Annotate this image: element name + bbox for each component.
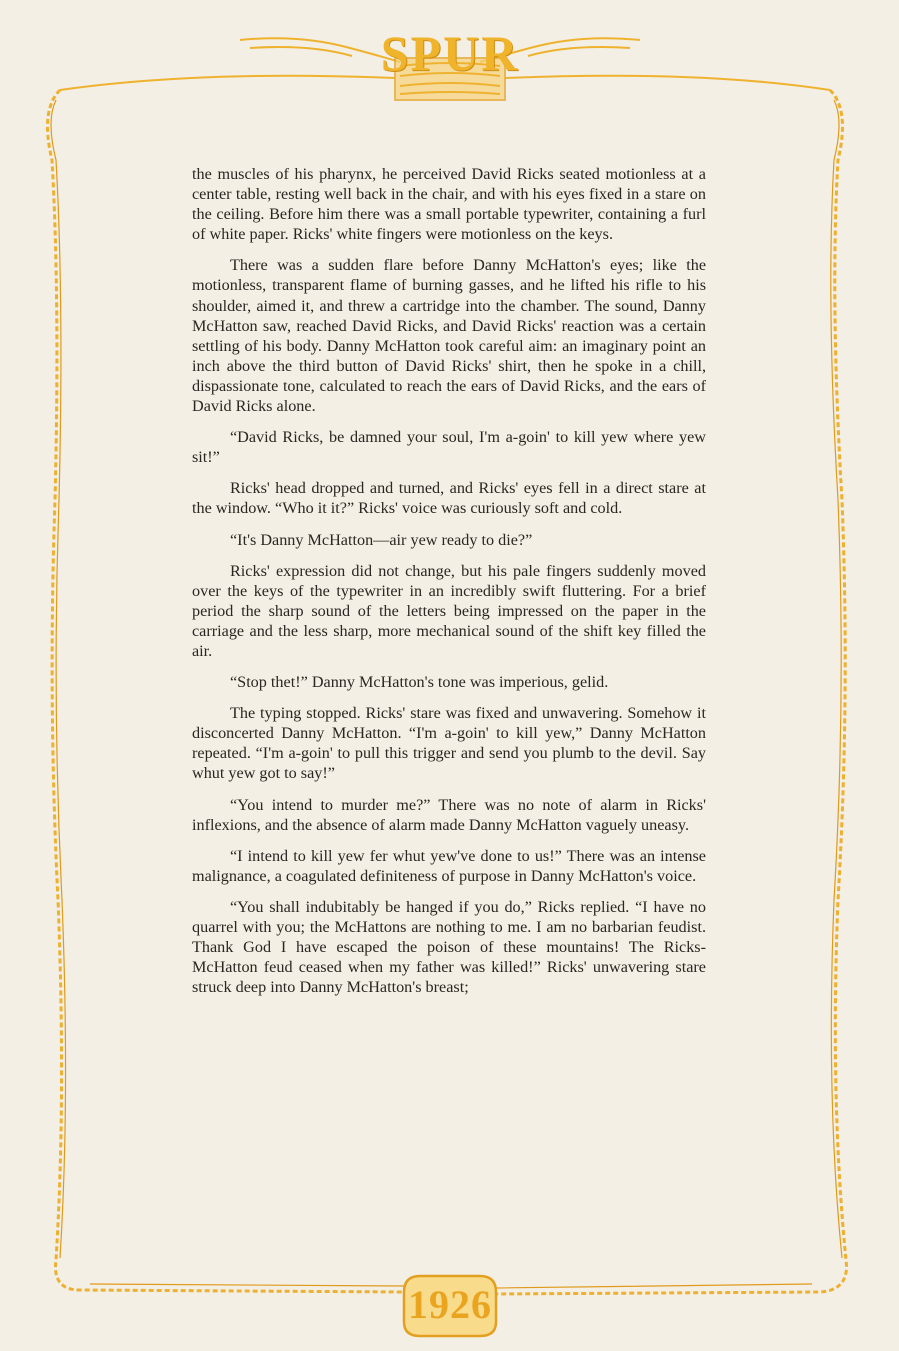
paragraph: “David Ricks, be damned your soul, I'm a-goin' to kill yew where yew sit!” — [192, 428, 706, 467]
paragraph: “You shall indubitably be hanged if you do,” Ricks replied. “I have no quarrel with you; the McHattons are nothing to me. I am no barbarian feudist. Thank God I have escaped the poison of these mountains! The Ricks-McHatton feud ceased when my father was killed!” Ricks' unwavering stare struck deep into Danny McHatton's breast; — [192, 897, 706, 997]
page-title: SPUR — [380, 25, 520, 81]
year-label: 1926 — [408, 1282, 492, 1327]
paragraph: The typing stopped. Ricks' stare was fixed and unwavering. Somehow it disconcerted Danny McHatton. “I'm a-goin' to kill yew,” Danny McHatton repeated. “I'm a-goin' to pull this trigger and send you plumb to the devil. Say whut yew got to say!” — [192, 704, 706, 783]
paragraph: “It's Danny McHatton—air yew ready to die?” — [230, 530, 533, 549]
paragraph: “Stop thet!” Danny McHatton's tone was imperious, gelid. — [230, 673, 609, 692]
paragraph: There was a sudden flare before Danny McHatton's eyes; like the motionless, transparent flame of burning gasses, and he lifted his rifle to his shoulder, aimed it, and threw a cartridge into the chamber. The sound, Danny McHatton saw, reached David Ricks, and David Ricks' reaction was a certain settling of his body. Danny McHatton took careful aim: an imaginary point an inch above the third button of David Ricks' shirt, then he spoke in a chill, dispassionate tone, calculated to reach the ears of David Ricks, and the ears of David Ricks alone. — [192, 256, 706, 416]
paragraph: “You intend to murder me?” There was no note of alarm in Ricks' inflexions, and the absence of alarm made Danny McHatton vaguely uneasy. — [192, 795, 706, 834]
paragraph: the muscles of his pharynx, he perceived David Ricks seated motionless at a center table, resting well back in the chair, and with his eyes fixed in a stare on the ceiling. Before him there was a small portable typewriter, containing a furl of white paper. Ricks' white fingers were motionless on the keys. — [192, 165, 706, 244]
article-body — [192, 164, 706, 1008]
paragraph: Ricks' head dropped and turned, and Ricks' eyes fell in a direct stare at the window. “Who it it?” Ricks' voice was curiously soft and cold. — [192, 479, 706, 518]
paragraph: “I intend to kill yew fer whut yew've done to us!” There was an intense malignance, a coagulated definiteness of purpose in Danny McHatton's voice. — [192, 846, 706, 885]
paragraph: Ricks' expression did not change, but his pale fingers suddenly moved over the keys of the typewriter in an incredibly swift fluttering. For a brief period the sharp sound of the letters being impressed on the paper in the carriage and the less sharp, more mechanical sound of the shift key filled the air. — [192, 561, 706, 660]
